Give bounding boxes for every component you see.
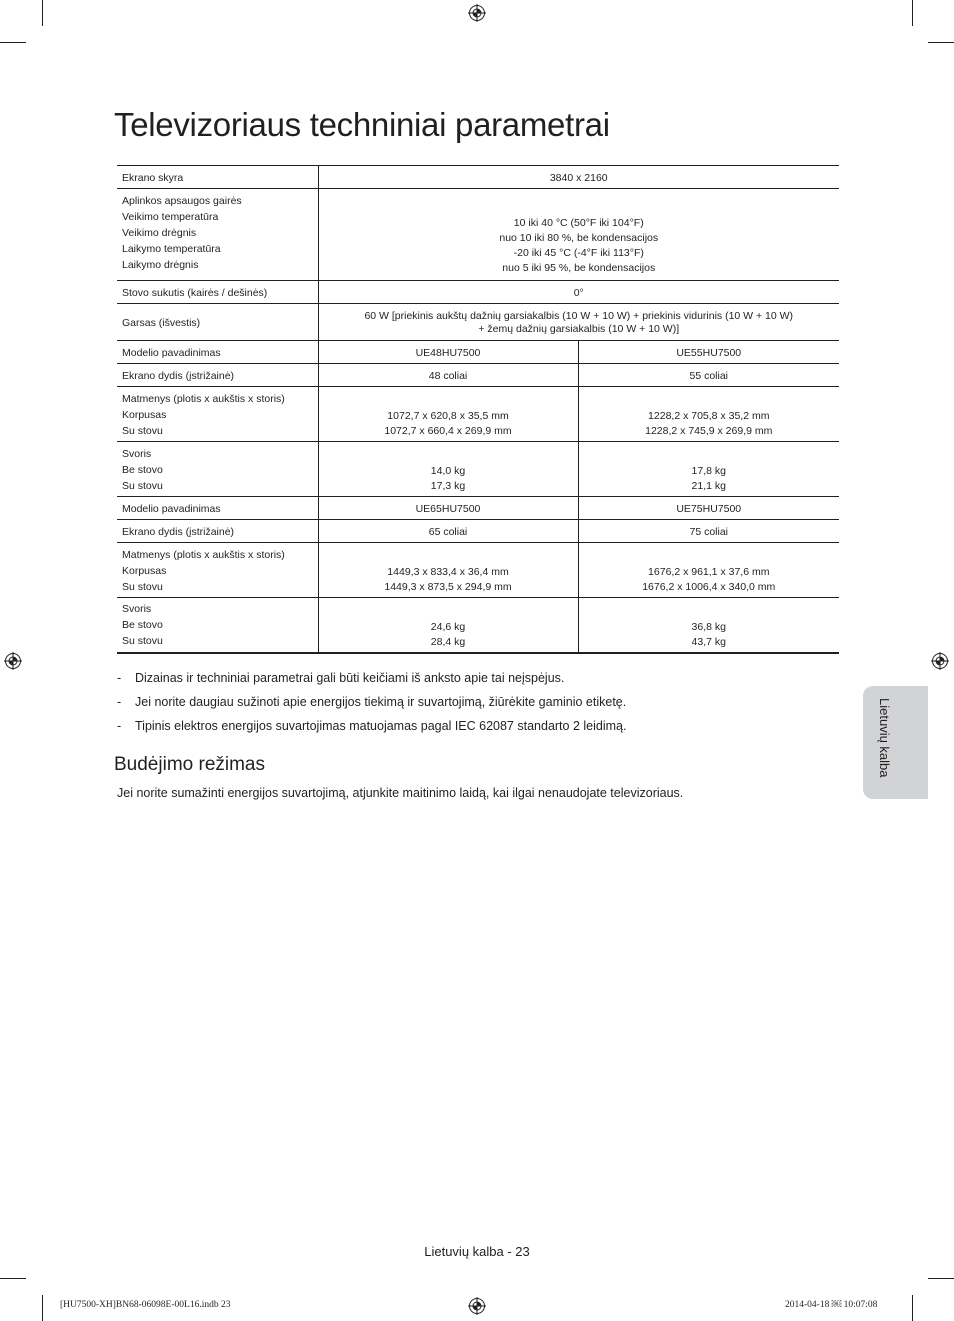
weight-value: 36,8 kg bbox=[691, 620, 726, 633]
row-label: Stovo sukutis (kairės / dešinės) bbox=[117, 281, 318, 304]
row-label-line: Svoris bbox=[122, 447, 152, 460]
row-value-line: 60 W [priekinis aukštų dažnių garsiakalbis (10 W + 10 W) + priekinis vidurinis (10 W + 10 W) bbox=[364, 309, 794, 322]
bullet-dash: - bbox=[117, 671, 122, 685]
row-label: Modelio pavadinimas bbox=[117, 341, 318, 364]
dimension-value: 1676,2 x 961,1 x 37,6 mm bbox=[648, 566, 770, 578]
table-row bbox=[117, 189, 839, 281]
print-slug-file: [HU7500-XH]BN68-06098E-00L16.indb 23 bbox=[60, 1300, 231, 1310]
note-text: Jei norite daugiau sužinoti apie energijos tiekimą ir suvartojimą, žiūrėkite gaminio etiketę. bbox=[135, 695, 627, 709]
row-value-line: nuo 5 iki 95 %, be kondensacijos bbox=[502, 262, 656, 274]
crop-mark bbox=[928, 1278, 954, 1279]
weight-value: 17,8 kg bbox=[691, 465, 726, 477]
table-row bbox=[117, 304, 839, 341]
row-value-line: + žemų dažnių garsiakalbis (10 W + 10 W)] bbox=[478, 322, 680, 335]
dimensions bbox=[318, 543, 578, 598]
screen-size: 65 coliai bbox=[318, 520, 578, 543]
table-row bbox=[117, 387, 839, 442]
model-name: UE65HU7500 bbox=[318, 497, 578, 520]
row-label-line: Svoris bbox=[122, 603, 152, 616]
dimension-value: 1228,2 x 705,8 x 35,2 mm bbox=[648, 410, 770, 422]
crop-mark bbox=[42, 0, 43, 26]
crop-mark bbox=[912, 0, 913, 26]
row-label: Ekrano skyra bbox=[117, 166, 318, 189]
screen-size: 48 coliai bbox=[318, 364, 578, 387]
row-label bbox=[117, 387, 318, 442]
crop-mark bbox=[912, 1295, 913, 1321]
row-label: Modelio pavadinimas bbox=[117, 497, 318, 520]
row-label-line: Be stovo bbox=[122, 619, 163, 632]
row-value bbox=[318, 304, 839, 341]
table-row bbox=[117, 281, 839, 304]
dimension-value: 1449,3 x 833,4 x 36,4 mm bbox=[387, 566, 509, 578]
weight-value: 28,4 kg bbox=[430, 635, 466, 648]
weight-value: 21,1 kg bbox=[691, 480, 726, 492]
weight-value: 43,7 kg bbox=[691, 635, 726, 648]
table-row bbox=[117, 598, 839, 653]
weight-value: 14,0 kg bbox=[430, 465, 466, 477]
row-label-line: Aplinkos apsaugos gairės bbox=[122, 195, 242, 207]
table-row bbox=[117, 497, 839, 520]
bullet-dash: - bbox=[117, 695, 122, 709]
row-value: 3840 x 2160 bbox=[318, 166, 839, 189]
row-label bbox=[117, 543, 318, 598]
table-row bbox=[117, 520, 839, 543]
row-label bbox=[117, 598, 318, 653]
crop-mark bbox=[0, 42, 26, 43]
row-value-line: 10 iki 40 °C (50°F iki 104°F) bbox=[513, 217, 644, 229]
list-item bbox=[117, 718, 837, 742]
weights bbox=[578, 442, 839, 497]
dimensions bbox=[578, 543, 839, 598]
model-name: UE48HU7500 bbox=[318, 341, 578, 364]
screen-size: 75 coliai bbox=[578, 520, 839, 543]
table-row bbox=[117, 341, 839, 364]
weights bbox=[578, 598, 839, 653]
dimensions bbox=[318, 387, 578, 442]
row-label-line: Korpusas bbox=[122, 408, 167, 421]
section-title: Budėjimo režimas bbox=[114, 754, 265, 775]
dimension-value: 1449,3 x 873,5 x 294,9 mm bbox=[384, 581, 512, 593]
model-name: UE75HU7500 bbox=[578, 497, 839, 520]
specs-table bbox=[117, 165, 839, 654]
row-label-line: Laikymo temperatūra bbox=[122, 243, 221, 255]
row-label: Garsas (išvestis) bbox=[117, 304, 318, 341]
dimension-value: 1676,2 x 1006,4 x 340,0 mm bbox=[642, 581, 776, 593]
crop-mark bbox=[0, 1278, 26, 1279]
language-tab-label: Lietuvių kalba bbox=[877, 698, 892, 778]
registration-mark-icon bbox=[468, 1297, 486, 1315]
crop-mark bbox=[42, 1295, 43, 1321]
row-label-line: Su stovu bbox=[122, 479, 163, 492]
language-side-tab bbox=[863, 686, 928, 799]
weight-value: 24,6 kg bbox=[430, 620, 466, 633]
table-row bbox=[117, 442, 839, 497]
dimension-value: 1072,7 x 660,4 x 269,9 mm bbox=[384, 425, 512, 437]
registration-mark-icon bbox=[468, 4, 486, 22]
weights bbox=[318, 442, 578, 497]
weight-value: 17,3 kg bbox=[430, 480, 466, 492]
model-name: UE55HU7500 bbox=[578, 341, 839, 364]
dimension-value: 1228,2 x 745,9 x 269,9 mm bbox=[645, 425, 773, 437]
page-footer: Lietuvių kalba - 23 bbox=[424, 1244, 530, 1259]
registration-mark-icon bbox=[4, 652, 22, 670]
table-row bbox=[117, 166, 839, 189]
dimension-value: 1072,7 x 620,8 x 35,5 mm bbox=[387, 410, 509, 422]
row-label-line: Matmenys (plotis x aukštis x storis) bbox=[122, 392, 285, 405]
page-title: Televizoriaus techniniai parametrai bbox=[114, 106, 610, 143]
registration-mark-icon bbox=[931, 652, 949, 670]
notes-list bbox=[117, 670, 837, 742]
screen-size: 55 coliai bbox=[578, 364, 839, 387]
row-label-line: Veikimo temperatūra bbox=[122, 211, 219, 223]
list-item bbox=[117, 694, 837, 718]
row-label-line: Su stovu bbox=[122, 580, 163, 593]
row-value-line: -20 iki 45 °C (-4°F iki 113°F) bbox=[513, 247, 644, 259]
crop-mark bbox=[928, 42, 954, 43]
row-label-line: Su stovu bbox=[122, 635, 163, 648]
row-label: Ekrano dydis (įstrižainė) bbox=[117, 364, 318, 387]
row-value: 0° bbox=[318, 281, 839, 304]
row-value-line: nuo 10 iki 80 %, be kondensacijos bbox=[499, 232, 659, 244]
print-slug-datetime: 2014-04-18 ￼ 10:07:08 bbox=[785, 1300, 878, 1310]
note-text: Dizainas ir techniniai parametrai gali būti keičiami iš anksto apie tai neįspėjus. bbox=[135, 671, 565, 685]
row-value bbox=[318, 189, 839, 281]
row-label-line: Be stovo bbox=[122, 463, 163, 476]
list-item bbox=[117, 670, 837, 694]
row-label-line: Veikimo drėgnis bbox=[122, 227, 197, 239]
bullet-dash: - bbox=[117, 719, 122, 733]
row-label-line: Korpusas bbox=[122, 564, 167, 577]
table-row bbox=[117, 364, 839, 387]
note-text: Tipinis elektros energijos suvartojimas matuojamas pagal IEC 62087 standarto 2 leidimą. bbox=[135, 719, 627, 733]
row-label-line: Su stovu bbox=[122, 424, 163, 437]
row-label: Ekrano dydis (įstrižainė) bbox=[117, 520, 318, 543]
row-label bbox=[117, 442, 318, 497]
row-label-line: Matmenys (plotis x aukštis x storis) bbox=[122, 548, 285, 561]
weights bbox=[318, 598, 578, 653]
row-label bbox=[117, 189, 318, 281]
section-body: Jei norite sumažinti energijos suvartojimą, atjunkite maitinimo laidą, kai ilgai nenaudojate televizoriaus. bbox=[117, 786, 684, 800]
dimensions bbox=[578, 387, 839, 442]
table-row bbox=[117, 543, 839, 598]
row-label-line: Laikymo drėgnis bbox=[122, 259, 199, 271]
